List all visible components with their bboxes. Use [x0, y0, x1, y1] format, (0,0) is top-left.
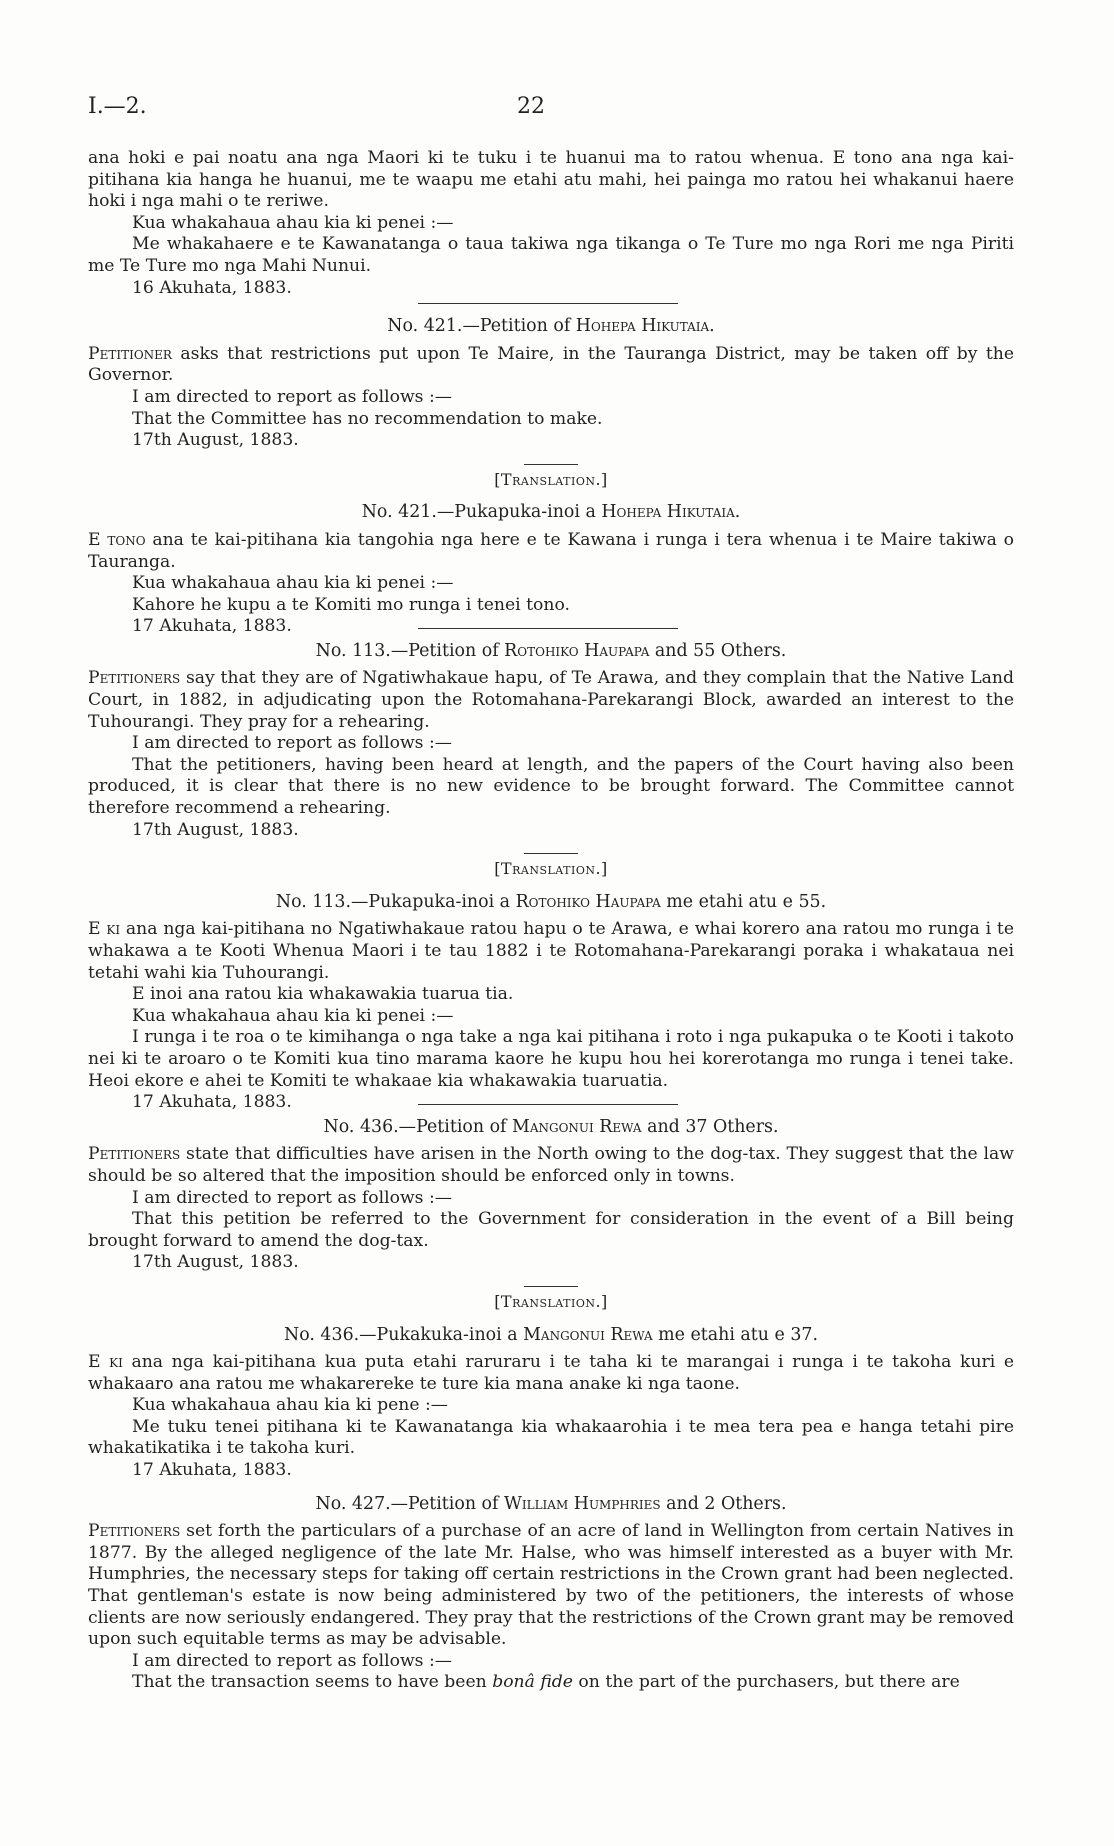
- petition-113: [88, 641, 1014, 841]
- petition-title: No. 427.—Petition of William Humphries and 2 Others.: [315, 1493, 787, 1514]
- intro-date: 16 Akuhata, 1883.: [132, 277, 292, 298]
- petition-436: [88, 1117, 1014, 1274]
- report-text: Kahore he kupu a te Komiti mo runga i tenei tono.: [132, 594, 570, 615]
- report-directed: Kua whakahaua ahau kia ki pene :—: [132, 1395, 448, 1416]
- report-directed: I am directed to report as follows :—: [132, 733, 452, 754]
- intro-section: [88, 148, 1014, 299]
- report-text: That the transaction seems to have been bonâ fide on the part of the purchasers, but there are: [132, 1672, 960, 1693]
- report-directed: I am directed to report as follows :—: [132, 1650, 452, 1671]
- intro-report: Me whakahaere e te Kawanatanga o taua takiwa nga tikanga o Te Ture mo nga Rori me nga Piriti me Te Ture mo nga Mahi Nunui.: [88, 234, 1014, 276]
- petition-summary: Petitioners state that difficulties have arisen in the North owing to the dog-tax. They suggest that the law should be so altered that the imposition should be enforced only in towns.: [88, 1144, 1014, 1186]
- petition-summary: Petitioners set forth the particulars of a purchase of an acre of land in Wellington from certain Natives in 1877. By the alleged negligence of the late Mr. Halse, who was himself interested as a buyer with Mr. Humphries, the necessary steps for taking off certain restrictions in the Crown grant had been neglected. That gentleman's estate is now being administered by two of the petitioners, the interests of whose clients are now seriously endangered. They pray that the restrictions of the Crown grant may be removed upon such equitable terms as may be advisable.: [88, 1521, 1014, 1650]
- report-text: That the Committee has no recommendation to make.: [132, 408, 603, 429]
- report-text: I runga i te roa o te kimihanga o nga take a nga kai pitihana i roto i nga pukapuka o te Kooti i takoto nei ki te aroaro o te Komiti kua tino marama kaore he kupu hou hei korerotanga mo runga i tenei take. Heoi ekore e ahei te Komiti te whakaae kia whakawakia tuaruatia.: [88, 1027, 1014, 1091]
- section-divider: [418, 628, 678, 629]
- petition-title: No. 113.—Pukapuka-inoi a Rotohiko Haupapa me etahi atu e 55.: [275, 891, 827, 912]
- petition-421: [88, 316, 1014, 452]
- translation-heading: [Translation.]: [494, 1291, 608, 1311]
- petition-427: [88, 1494, 1014, 1694]
- page-number: 22: [517, 94, 545, 119]
- petition-summary: E ki ana nga kai-pitihana kua puta etahi raruraru i te taha ki te marangai i runga i te takoha kuri e whakaaro ana ratou me whakarereke te ture kia mana anake ki nga taone.: [88, 1352, 1015, 1394]
- petition-title: No. 113.—Petition of Rotohiko Haupapa and 55 Others.: [315, 640, 787, 661]
- petitioner-name: Rotohiko Haupapa: [515, 891, 661, 912]
- report-text: That the petitioners, having been heard at length, and the papers of the Court having also been produced, it is clear that there is no new evidence to be brought forward. The Committee cannot therefore recommend a rehearing.: [88, 754, 1014, 819]
- page-header: [88, 96, 1014, 126]
- section-divider: [418, 1104, 678, 1105]
- page-body: [88, 148, 1014, 1694]
- petitioner-name: Mangonui Rewa: [523, 1324, 653, 1345]
- report-date: 17 Akuhata, 1883.: [132, 1460, 292, 1481]
- report-date: 17 Akuhata, 1883.: [132, 1092, 292, 1113]
- italic-phrase: bonâ fide: [492, 1672, 573, 1693]
- petition-summary: E tono ana te kai-pitihana kia tangohia nga here e te Kawana i runga i tera whenua i te Maire takiwa o Tauranga.: [88, 529, 1014, 572]
- petition-title: No. 421.—Petition of Hohepa Hikutaia.: [387, 316, 715, 337]
- series-number: I.—2.: [88, 94, 147, 119]
- section-divider: [418, 303, 678, 304]
- report-directed: Kua whakahaua ahau kia ki penei :—: [132, 573, 454, 594]
- report-directed: I am directed to report as follows :—: [132, 1187, 452, 1208]
- petition-title: No. 436.—Pukakuka-inoi a Mangonui Rewa me etahi atu e 37.: [284, 1324, 818, 1345]
- report-date: 17th August, 1883.: [132, 819, 299, 840]
- petitioner-name: Mangonui Rewa: [512, 1116, 642, 1137]
- short-divider: [524, 1286, 578, 1287]
- petition-title: No. 421.—Pukapuka-inoi a Hohepa Hikutaia.: [361, 502, 741, 523]
- translation-heading: [Translation.]: [494, 469, 608, 489]
- petition-436-translation: [88, 1291, 1014, 1482]
- petitioner-name: Rotohiko Haupapa: [504, 640, 650, 661]
- intro-paragraph: ana hoki e pai noatu ana nga Maori ki te tuku i te huanui ma to ratou whenua. E tono ana nga kai-pitihana kia hanga he huanui, me te waapu me etahi atu mahi, hei painga mo ratou hei whakanui haere hoki i nga mahi o te reriwe.: [88, 148, 1014, 212]
- petition-prayer: E inoi ana ratou kia whakawakia tuarua tia.: [132, 984, 514, 1005]
- petitioner-name: Hohepa Hikutaia: [575, 316, 710, 337]
- petition-title: No. 436.—Petition of Mangonui Rewa and 37 Others.: [323, 1116, 779, 1137]
- report-date: 17th August, 1883.: [132, 430, 299, 451]
- report-date: 17 Akuhata, 1883.: [132, 616, 292, 637]
- report-text: That this petition be referred to the Government for consideration in the event of a Bill being brought forward to amend the dog-tax.: [88, 1209, 1014, 1251]
- report-text: Me tuku tenei pitihana ki te Kawanatanga kia whakaarohia i te mea tera pea e hanga tetahi pire whakatikatika i te takoha kuri.: [88, 1416, 1014, 1459]
- petition-summary: E ki ana nga kai-pitihana no Ngatiwhakaue ratou hapu o te Arawa, e whai korero ana ratou mo runga i te whakawa a te Kooti Whenua Maori i te tau 1882 i te Rotomahana-Parekarangi poraka i whakataua nei tetahi wahi kia Tuhourangi.: [88, 919, 1014, 983]
- petition-summary: Petitioners say that they are of Ngatiwhakaue hapu, of Te Arawa, and they complain that the Native Land Court, in 1882, in adjudicating upon the Rotomahana-Parekarangi Block, awarded an interest to the Tuhourangi. They pray for a rehearing.: [88, 668, 1014, 732]
- petition-421-translation: [88, 469, 1014, 638]
- petitioner-name: Hohepa Hikutaia: [601, 502, 735, 523]
- petition-113-translation: [88, 858, 1014, 1114]
- petition-summary: Petitioner asks that restrictions put upon Te Maire, in the Tauranga District, may be taken off by the Governor.: [88, 343, 1014, 386]
- report-date: 17th August, 1883.: [132, 1252, 299, 1273]
- report-directed: I am directed to report as follows :—: [132, 386, 452, 407]
- short-divider: [524, 464, 578, 465]
- petitioner-name: William Humphries: [504, 1493, 661, 1514]
- intro-directed: Kua whakahaua ahau kia ki penei :—: [132, 212, 454, 233]
- short-divider: [524, 853, 578, 854]
- translation-heading: [Translation.]: [494, 859, 608, 879]
- report-directed: Kua whakahaua ahau kia ki penei :—: [132, 1005, 454, 1026]
